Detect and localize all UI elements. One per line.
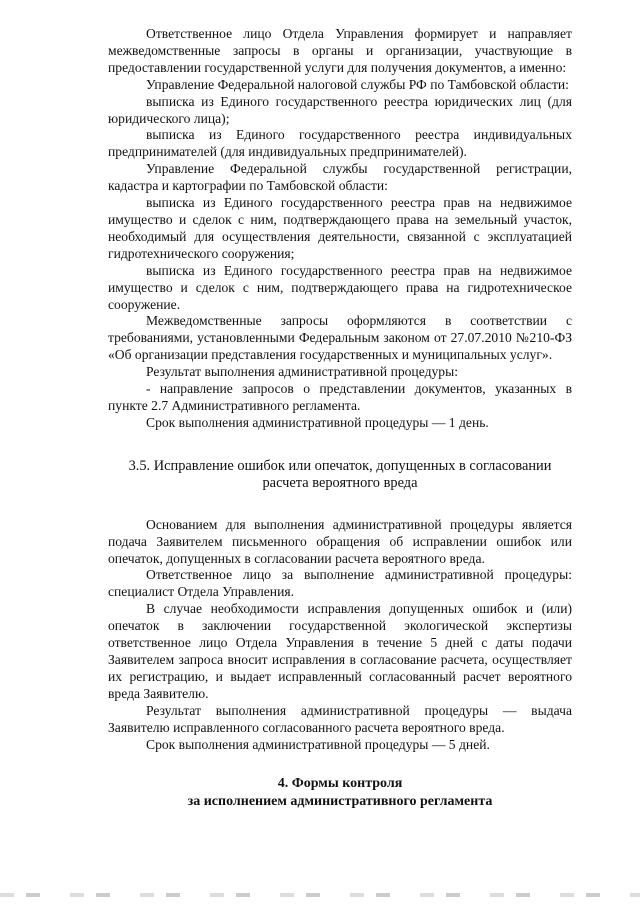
scan-artifact	[0, 893, 640, 897]
section-heading-3-5: 3.5. Исправление ошибок или опечаток, допущенных в согласовании расчета вероятного вреда	[128, 457, 552, 492]
paragraph: выписка из Единого государственного реестра индивидуальных предпринимателей (для индивидуальных предпринимателей).	[108, 127, 572, 160]
paragraph: Результат выполнения административной процедуры:	[146, 364, 458, 380]
paragraph: Основанием для выполнения административной процедуры является подача Заявителем письменного обращения об исправлении ошибок или опечаток, допущенных в согласовании расчета вероятного вреда.	[108, 516, 572, 566]
paragraph: выписка из Единого государственного реестра прав на недвижимое имущество и сделок с ним, подтверждающего права на гидротехническое сооружение.	[108, 262, 572, 312]
paragraph: выписка из Единого государственного реестра прав на недвижимое имущество и сделок с ним, подтверждающего права на земельный участок, необходимый для осуществления деятельности, связанной с эксплуатацией гидротехнического сооружения;	[108, 195, 572, 261]
section-heading-4	[108, 775, 572, 811]
paragraph: выписка из Единого государственного реестра юридических лиц (для юридического лица);	[108, 93, 572, 126]
paragraph: Ответственное лицо Отдела Управления формирует и направляет межведомственные запросы в органы и организации, участвующие в предоставлении государственной услуги для получения документов, а именно:	[108, 26, 572, 75]
section-error-correction	[108, 517, 572, 754]
paragraph: Ответственное лицо за выполнение административной процедуры: специалист Отдела Управления.	[108, 567, 572, 600]
heading-line: 4. Формы контроля	[277, 776, 403, 792]
paragraph: Результат выполнения административной процедуры — выдача Заявителю исправленного согласованного расчета вероятного вреда.	[108, 702, 572, 735]
section-interagency-requests	[108, 26, 572, 432]
heading-line: за исполнением административного регламента	[187, 794, 493, 810]
paragraph: Срок выполнения административной процедуры — 5 дней.	[146, 736, 490, 752]
paragraph: Управление Федеральной службы государственной регистрации, кадастра и картографии по Тамбовской области:	[108, 161, 572, 194]
paragraph: Срок выполнения административной процедуры — 1 день.	[146, 414, 489, 430]
paragraph: В случае необходимости исправления допущенных ошибок и (или) опечаток в заключении государственной экологической экспертизы ответственное лицо Отдела Управления в течение 5 дней с даты подачи Заявителем запроса вносит исправления в согласование расчета, осуществляет их регистрацию, и выдает исправленный согласованный расчет вероятного вреда Заявителю.	[108, 601, 572, 701]
paragraph: Управление Федеральной налоговой службы РФ по Тамбовской области:	[146, 76, 569, 92]
paragraph: - направление запросов о представлении документов, указанных в пункте 2.7 Административного регламента.	[108, 381, 572, 413]
paragraph: Межведомственные запросы оформляются в соответствии с требованиями, установленными Федеральным законом от 27.07.2010 №210-ФЗ «Об организации представления государственных и муниципальных услуг».	[108, 313, 572, 363]
